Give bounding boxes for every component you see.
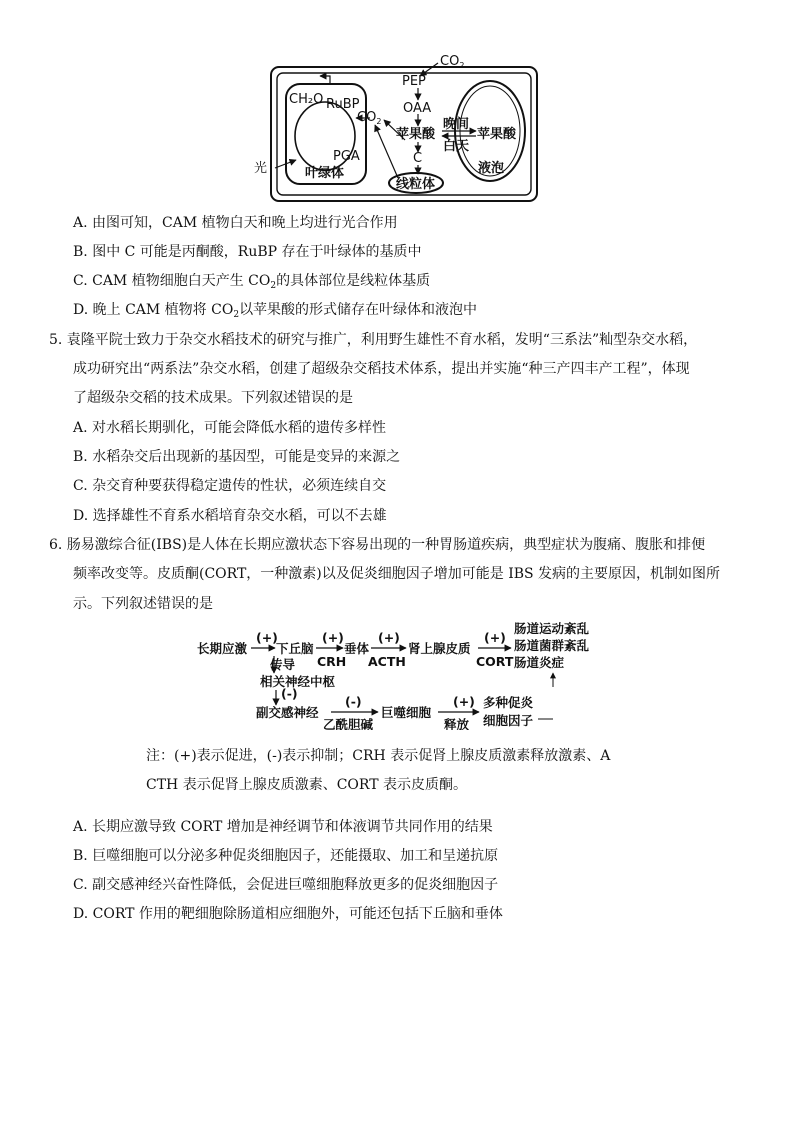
- gut-effect-3: 肠道炎症: [514, 655, 565, 670]
- minus-2: (-): [345, 694, 362, 709]
- release-label: 释放: [444, 717, 470, 730]
- q6-stem-line-3: 示。下列叙述错误的是: [73, 596, 213, 612]
- q4-option-c: C. CAM 植物细胞白天产生 $CO_2$的具体部位是线粒体基质: [73, 273, 431, 291]
- cam-diagram: [0, 0, 793, 210]
- stress-node: 长期应激: [197, 641, 248, 656]
- q6-stem-line-1: 6. 肠易激综合征(IBS)是人体在长期应激状态下容易出现的一种胃肠道疾病，典型症状为腹痛、腹胀和排便: [49, 537, 706, 553]
- night-label: 晚间: [443, 117, 470, 132]
- cort-label: CORT: [476, 654, 514, 669]
- nerve-center-node: 相关神经中枢: [260, 674, 336, 689]
- vacuole-label: 液泡: [478, 161, 505, 176]
- q5-stem-line-1: 5. 袁隆平院士致力于杂交水稻技术的研究与推广，利用野生雄性不育水稻，发明“三系法”籼型杂交水稻，: [49, 332, 698, 348]
- q4-option-a: A. 由图可知，CAM 植物白天和晚上均进行光合作用: [73, 215, 398, 231]
- ch2o-label: CH₂O: [289, 92, 324, 107]
- q5-option-b: B. 水稻杂交后出现新的基因型，可能是变异的来源之: [73, 449, 401, 465]
- hypothalamus-node: 下丘脑: [276, 641, 314, 656]
- q6-option-c: C. 副交感神经兴奋性降低，会促进巨噬细胞释放更多的促炎细胞因子: [73, 877, 499, 893]
- macrophage-node: 巨噬细胞: [381, 705, 432, 720]
- gut-effect-1: 肠道运动紊乱: [514, 621, 590, 636]
- q5-option-a: A. 对水稻长期驯化，可能会降低水稻的遗传多样性: [73, 420, 387, 436]
- cytokine-node-2: 细胞因子: [483, 713, 534, 728]
- oaa-label: OAA: [403, 101, 432, 116]
- rubp-label: RuBP: [326, 97, 360, 112]
- plus-4: (+): [484, 630, 506, 645]
- q5-option-c: C. 杂交育种要获得稳定遗传的性状，必须连续自交: [73, 478, 387, 494]
- q6-option-a: A. 长期应激导致 CORT 增加是神经调节和体液调节共同作用的结果: [73, 819, 493, 835]
- parasympathetic-node: 副交感神经: [256, 705, 319, 720]
- malic-left-label: 苹果酸: [396, 127, 436, 142]
- q4-option-b: B. 图中 C 可能是丙酮酸，RuBP 存在于叶绿体的基质中: [73, 244, 422, 260]
- plus-2: (+): [322, 630, 344, 645]
- minus-1: (-): [281, 686, 298, 701]
- q6-note-line-2: CTH 表示促肾上腺皮质激素、CORT 表示皮质酮。: [146, 777, 467, 793]
- malic-right-label: 苹果酸: [477, 127, 517, 142]
- co2-top-label: $CO_2$: [440, 54, 465, 70]
- mito-label: 线粒体: [396, 177, 436, 192]
- q5-stem-line-3: 了超级杂交稻的技术成果。下列叙述错误的是: [73, 390, 353, 406]
- adrenal-node: 肾上腺皮质: [408, 641, 471, 656]
- plus-3: (+): [378, 630, 400, 645]
- pep-label: PEP: [402, 74, 426, 89]
- co2-mid-label: $CO_2$: [357, 110, 382, 126]
- light-label: 光: [254, 161, 268, 176]
- q5-stem-line-2: 成功研究出“两系法”杂交水稻，创建了超级杂交稻技术体系，提出并实施“种三产四丰产工程”，体现: [73, 361, 690, 377]
- chloroplast-label: 叶绿体: [305, 166, 345, 181]
- crh-label: CRH: [317, 654, 347, 669]
- conduct-label: 传导: [270, 657, 296, 672]
- q6-note-line-1: 注：(+)表示促进，(-)表示抑制；CRH 表示促肾上腺皮质激素释放激素、A: [146, 748, 611, 764]
- q6-option-b: B. 巨噬细胞可以分泌多种促炎细胞因子，还能摄取、加工和呈递抗原: [73, 848, 499, 864]
- acth-label: ACTH: [368, 654, 406, 669]
- q4-option-d: D. 晚上 CAM 植物将 $CO_2$以苹果酸的形式储存在叶绿体和液泡中: [73, 302, 478, 320]
- pituitary-node: 垂体: [344, 641, 370, 656]
- ibs-mechanism-diagram: [0, 615, 793, 730]
- q5-option-d: D. 选择雄性不育系水稻培育杂交水稻，可以不去雄: [73, 508, 387, 524]
- day-label: 白天: [443, 139, 470, 154]
- cytokine-node-1: 多种促炎: [483, 695, 534, 710]
- c-label: C: [413, 151, 423, 166]
- ach-label: 乙酰胆碱: [323, 717, 374, 730]
- pga-label: PGA: [333, 149, 360, 164]
- q6-option-d: D. CORT 作用的靶细胞除肠道相应细胞外，可能还包括下丘脑和垂体: [73, 906, 503, 922]
- plus-1: (+): [256, 630, 278, 645]
- plus-5: (+): [453, 694, 475, 709]
- gut-effect-2: 肠道菌群紊乱: [514, 638, 590, 653]
- q6-stem-line-2: 频率改变等。皮质酮(CORT，一种激素)以及促炎细胞因子增加可能是 IBS 发病的主要原因，机制如图所: [73, 566, 721, 582]
